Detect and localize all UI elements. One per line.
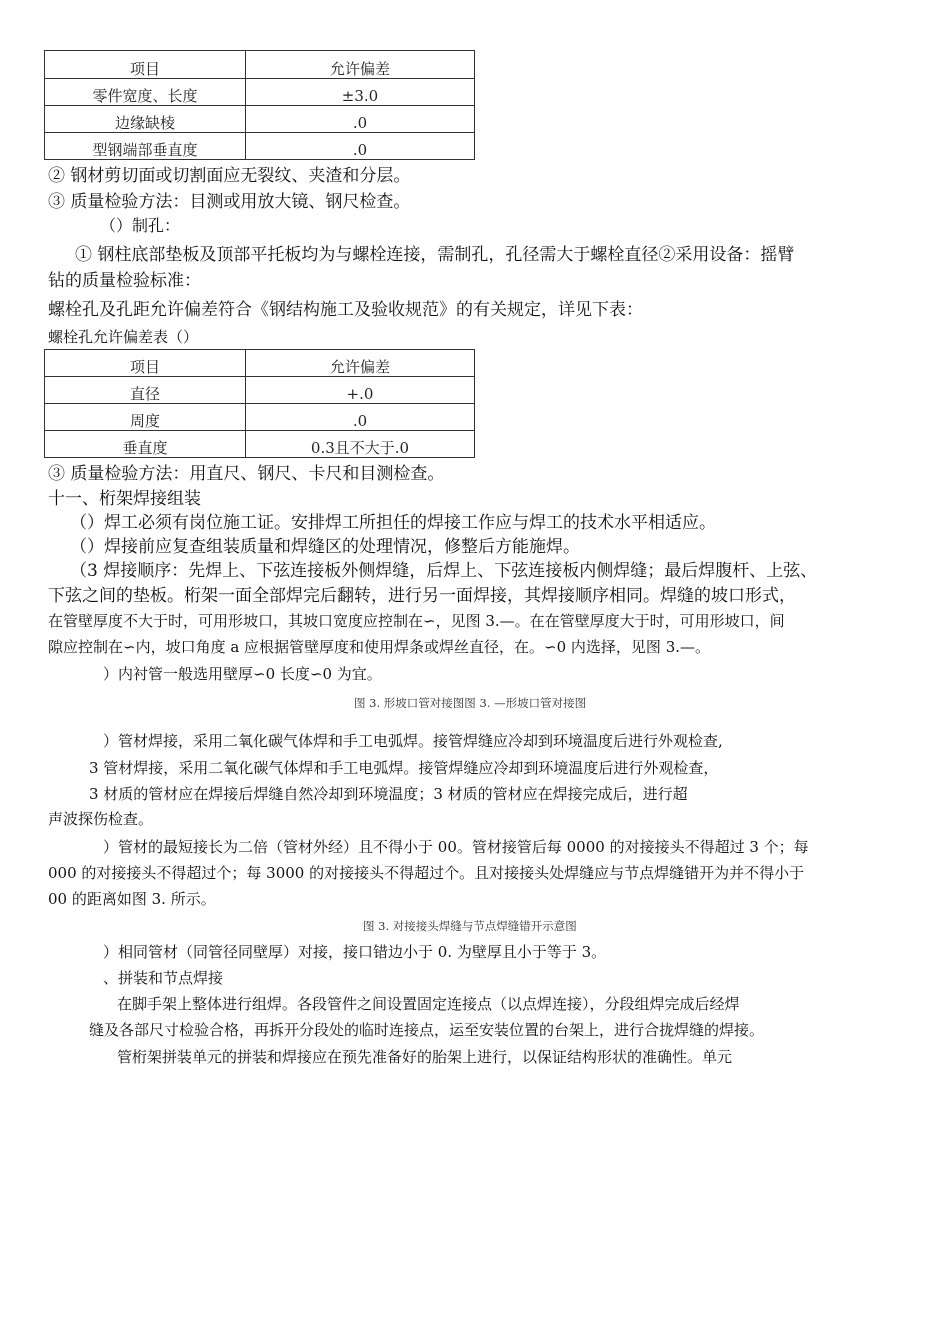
table-header-cell: 允许偏差 bbox=[246, 51, 475, 79]
paragraph-line: ① 钢柱底部垫板及顶部平托板均为与螺栓连接，需制孔，孔径需大于螺栓直径②采用设备：摇臂 bbox=[75, 245, 795, 265]
table-cell: 零件宽度、长度 bbox=[45, 79, 246, 106]
paragraph-line: 3 管材焊接，采用二氧化碳气体焊和手工电弧焊。接管焊缝应冷却到环境温度后进行外观检查， bbox=[89, 759, 719, 777]
paragraph-line: ② 钢材剪切面或切割面应无裂纹、夹渣和分层。 bbox=[48, 166, 411, 186]
table-cell: 垂直度 bbox=[45, 431, 246, 458]
paragraph-line: ）内衬管一般选用壁厚∽0 长度∽0 为宜。 bbox=[103, 665, 382, 683]
figure-caption: 图 3. 对接接头焊缝与节点焊缝错开示意图 bbox=[363, 919, 577, 933]
paragraph-line: 000 的对接接头不得超过个；每 3000 的对接接头不得超过个。且对接接头处焊缝应与节点焊缝错开为并不得小于 bbox=[48, 864, 805, 882]
tolerance-table-2 bbox=[44, 349, 475, 458]
paragraph-line: 螺栓孔及孔距允许偏差符合《钢结构施工及验收规范》的有关规定，详见下表： bbox=[48, 300, 643, 320]
paragraph-line: ）管材焊接，采用二氧化碳气体焊和手工电弧焊。接管焊缝应冷却到环境温度后进行外观检查, bbox=[103, 732, 723, 750]
section-heading: （）制孔： bbox=[100, 216, 181, 235]
paragraph-line: 00 的距离如图 3. 所示。 bbox=[48, 890, 216, 908]
table-row bbox=[45, 431, 475, 458]
figure-caption: 图 3. 形坡口管对接图图 3. —形坡口管对接图 bbox=[354, 696, 587, 710]
table-cell: .0 bbox=[246, 133, 475, 160]
paragraph-line: 3 材质的管材应在焊接后焊缝自然冷却到环境温度；3 材质的管材应在焊接完成后，进行超 bbox=[89, 785, 688, 803]
table-cell: ±3.0 bbox=[246, 79, 475, 106]
paragraph-line: 声波探伤检查。 bbox=[48, 810, 154, 828]
table-cell: 0.3且不大于.0 bbox=[246, 431, 475, 458]
paragraph-line: 下弦之间的垫板。桁架一面全部焊完后翻转，进行另一面焊接，其焊接顺序相同。焊缝的坡口形式， bbox=[48, 586, 796, 606]
paragraph-line: （3 焊接顺序：先焊上、下弦连接板外侧焊缝，后焊上、下弦连接板内侧焊缝；最后焊腹杆、上弦、 bbox=[70, 561, 818, 581]
table-title: 螺栓孔允许偏差表（） bbox=[48, 328, 199, 346]
paragraph-line: （）焊工必须有岗位施工证。安排焊工所担任的焊接工作应与焊工的技术水平相适应。 bbox=[70, 513, 716, 533]
table-row bbox=[45, 79, 475, 106]
table-header-cell: 允许偏差 bbox=[246, 350, 475, 377]
table-row bbox=[45, 404, 475, 431]
paragraph-line: ）相同管材（同管径同壁厚）对接，接口错边小于 0. 为壁厚且小于等于 3。 bbox=[103, 943, 607, 961]
paragraph-line: 隙应控制在∽内，坡口角度 a 应根据管壁厚度和使用焊条或焊丝直径，在。∽0 内选择，见图 3.—。 bbox=[48, 638, 711, 656]
section-heading: 、拼装和节点焊接 bbox=[103, 969, 224, 987]
table-row bbox=[45, 106, 475, 133]
table-header-cell: 项目 bbox=[45, 51, 246, 79]
paragraph-line: ③ 质量检验方法：用直尺、钢尺、卡尺和目测检查。 bbox=[48, 464, 445, 484]
paragraph-line: 管桁架拼装单元的拼装和焊接应在预先准备好的胎架上进行，以保证结构形状的准确性。单元 bbox=[117, 1048, 733, 1066]
paragraph-line: ）管材的最短接长为二倍（管材外经）且不得小于 00。管材接管后每 0000 的对接接头不得超过 3 个；每 bbox=[103, 838, 809, 856]
tolerance-table-1 bbox=[44, 50, 475, 160]
table-row bbox=[45, 377, 475, 404]
paragraph-line: （）焊接前应复查组装质量和焊缝区的处理情况，修整后方能施焊。 bbox=[70, 537, 580, 557]
paragraph-line: 钻的质量检验标准： bbox=[48, 271, 201, 291]
table-cell: .0 bbox=[246, 404, 475, 431]
section-heading: 十一、桁架焊接组装 bbox=[48, 489, 201, 509]
paragraph-line: ③ 质量检验方法：目测或用放大镜、钢尺检查。 bbox=[48, 192, 411, 212]
table-row bbox=[45, 133, 475, 160]
paragraph-line: 在管壁厚度不大于时，可用形坡口，其坡口宽度应控制在∽，见图 3.—。在在管壁厚度大于时，可用形坡口，间 bbox=[48, 612, 785, 630]
paragraph-line: 在脚手架上整体进行组焊。各段管件之间设置固定连接点（以点焊连接），分段组焊完成后经焊 bbox=[117, 995, 740, 1013]
table-cell: +.0 bbox=[246, 377, 475, 404]
table-cell: .0 bbox=[246, 106, 475, 133]
table-cell: 周度 bbox=[45, 404, 246, 431]
table-cell: 型钢端部垂直度 bbox=[45, 133, 246, 160]
paragraph-line: 缝及各部尺寸检验合格，再拆开分段处的临时连接点，运至安装位置的台架上，进行合拢焊缝的焊接。 bbox=[89, 1021, 765, 1039]
table-cell: 直径 bbox=[45, 377, 246, 404]
table-cell: 边缘缺棱 bbox=[45, 106, 246, 133]
table-header-cell: 项目 bbox=[45, 350, 246, 377]
